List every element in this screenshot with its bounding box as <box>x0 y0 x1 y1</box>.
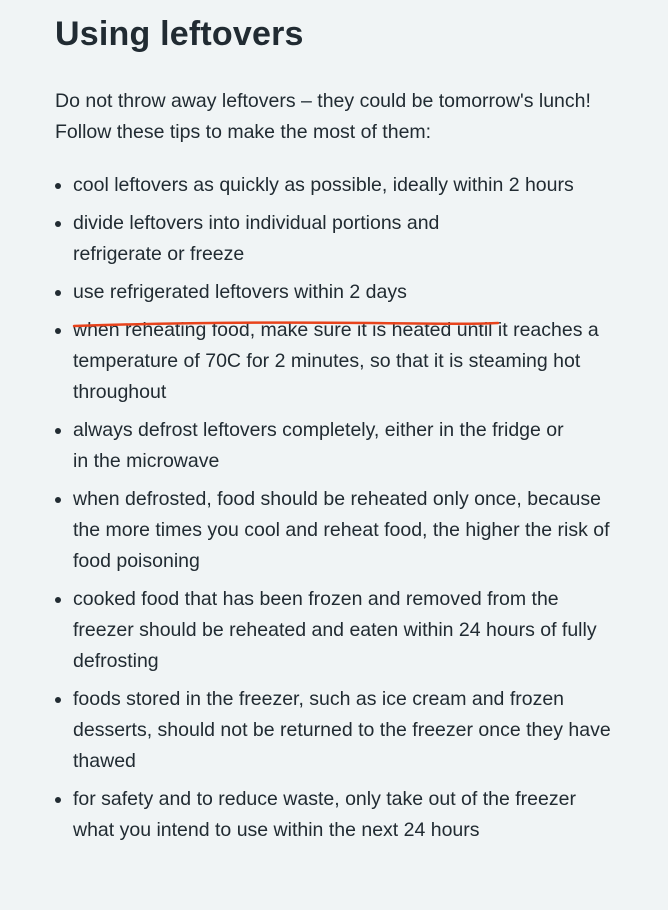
list-item <box>55 584 655 677</box>
bullet-dot-icon <box>55 497 61 503</box>
bullet-dot-icon <box>55 797 61 803</box>
bullet-dot-icon <box>55 290 61 296</box>
intro-paragraph: Do not throw away leftovers – they could be tomorrow's lunch! Follow these tips to make the most of them: <box>55 90 591 143</box>
list-item <box>55 684 655 777</box>
list-item-text: when defrosted, food should be reheated only once, because the more times you cool and reheat food, the higher the risk of food poisoning <box>73 488 610 572</box>
bullet-dot-icon <box>55 328 61 334</box>
list-item <box>55 315 655 408</box>
tips-list <box>55 170 655 846</box>
bullet-dot-icon <box>55 428 61 434</box>
list-item-text: for safety and to reduce waste, only take out of the freezer what you intend to use within the next 24 hours <box>73 788 576 841</box>
list-item-text: use refrigerated leftovers within 2 days <box>73 281 407 303</box>
list-item <box>55 784 655 846</box>
page-title: Using leftovers <box>55 15 304 53</box>
list-item <box>55 170 655 201</box>
article-content <box>55 0 655 853</box>
list-item-text: foods stored in the freezer, such as ice cream and frozen desserts, should not be returned to the freezer once they have thawed <box>73 688 611 772</box>
bullet-dot-icon <box>55 597 61 603</box>
bullet-dot-icon <box>55 221 61 227</box>
list-item-text: always defrost leftovers completely, either in the fridge or in the microwave <box>73 419 564 472</box>
list-item-text: when reheating food, make sure it is heated until it reaches a temperature of 70C for 2 minutes, so that it is steaming hot throughout <box>73 319 599 403</box>
bullet-dot-icon <box>55 183 61 189</box>
list-item-text: cooked food that has been frozen and removed from the freezer should be reheated and eaten within 24 hours of fully defrosting <box>73 588 597 672</box>
list-item-text: cool leftovers as quickly as possible, ideally within 2 hours <box>73 174 574 196</box>
list-item <box>55 415 655 477</box>
list-item-text: divide leftovers into individual portions and refrigerate or freeze <box>73 212 440 265</box>
list-item <box>55 277 655 308</box>
bullet-dot-icon <box>55 697 61 703</box>
list-item <box>55 484 655 577</box>
list-item <box>55 208 655 270</box>
